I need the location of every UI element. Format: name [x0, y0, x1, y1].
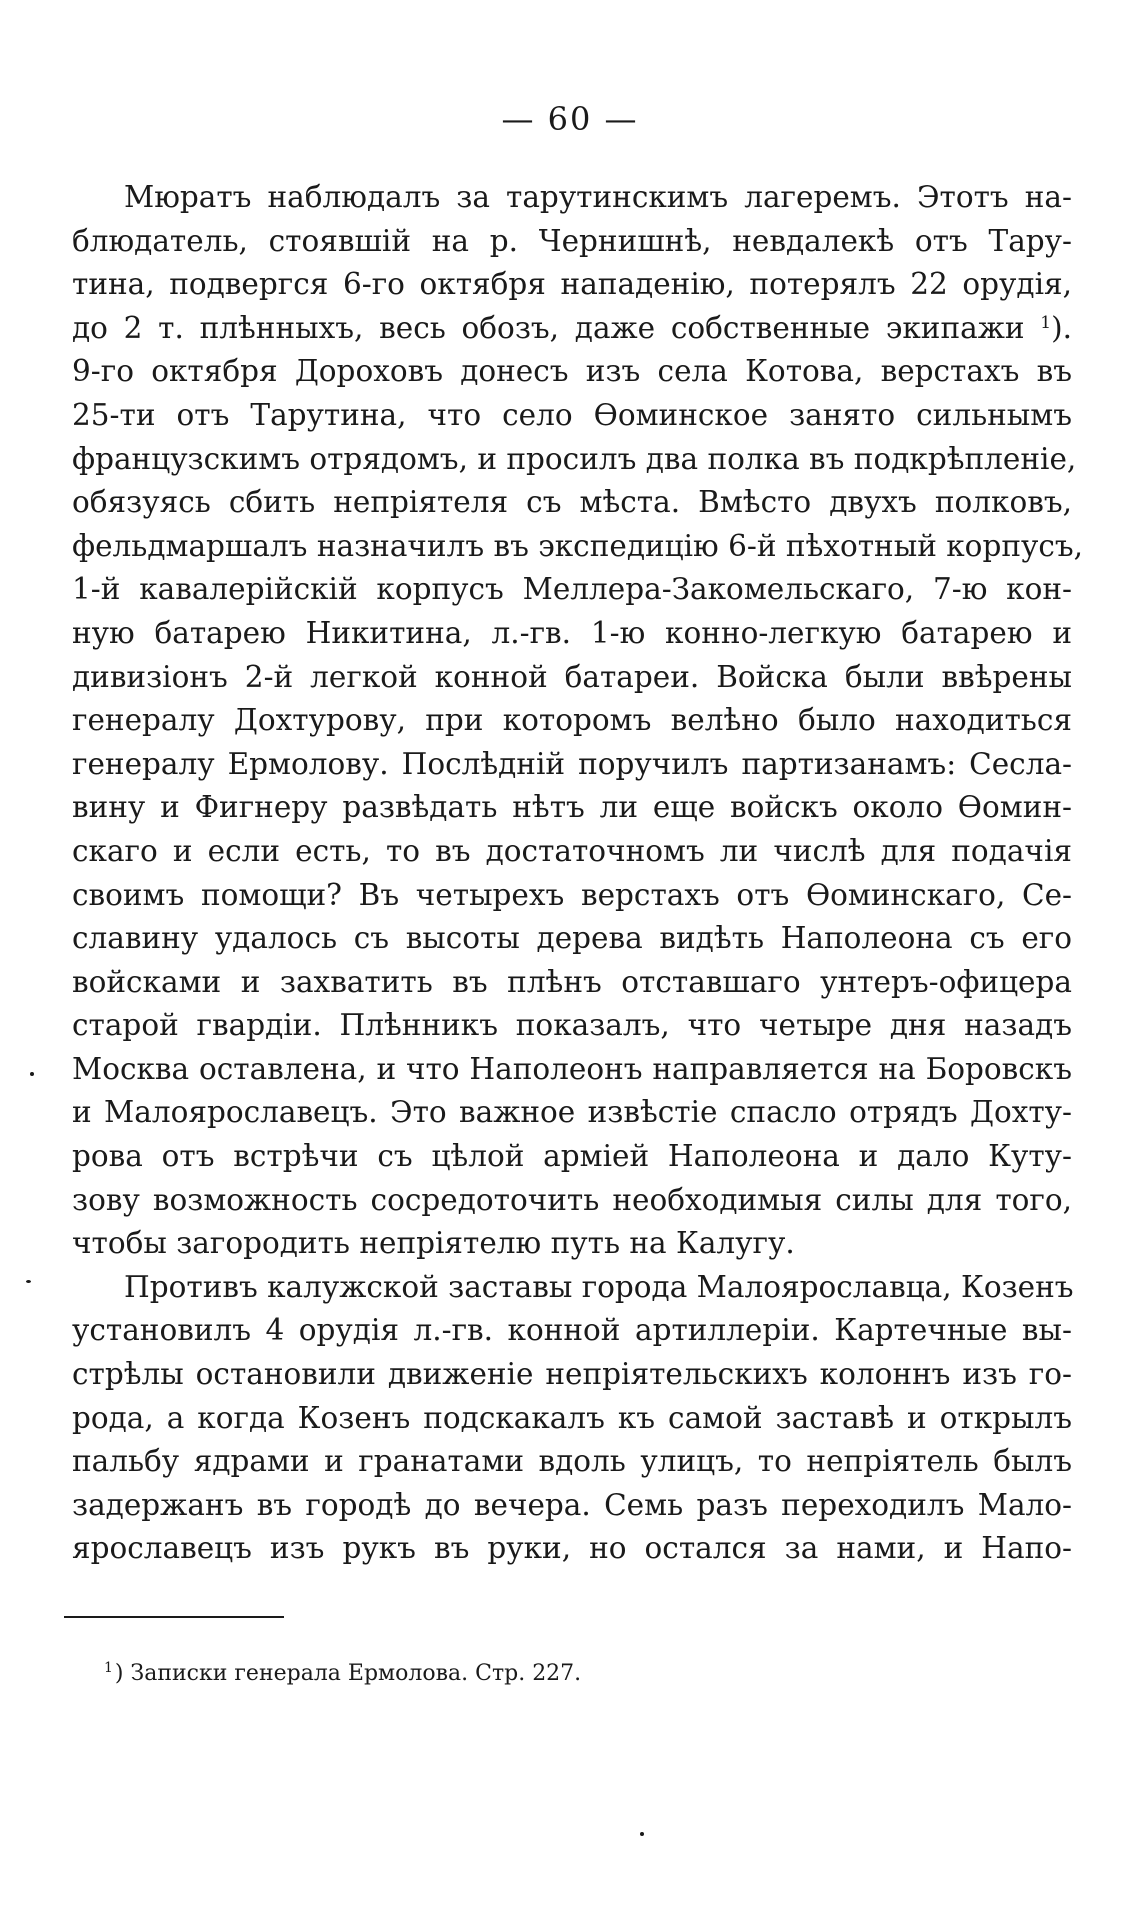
text-line: скаго и если есть, то въ достаточномъ ли числѣ для подачія [72, 833, 1072, 868]
text-line-segment: до 2 т. плѣнныхъ, весь обозъ, даже собственные экипажи [72, 310, 1025, 345]
text-line: 1-й кавалерійскій корпусъ Меллера-Закомельскаго, 7-ю кон- [72, 572, 1072, 607]
text-line: фельдмаршалъ назначилъ въ экспедицію 6-й пѣхотный корпусъ, [72, 528, 1084, 563]
text-line: стрѣлы остановили движеніе непріятельскихъ колоннъ изъ го- [72, 1357, 1072, 1392]
text-line: тина, подвергся 6-го октября нападенію, потерялъ 22 орудія, [72, 267, 1072, 302]
footnote-marker: 1 [104, 1660, 113, 1676]
text-line: и Малоярославецъ. Это важное извѣстіе спасло отрядъ Дохту- [72, 1095, 1072, 1130]
text-line: зову возможность сосредоточить необходимыя силы для того, [72, 1182, 1072, 1217]
text-line: Мюратъ наблюдалъ за тарутинскимъ лагеремъ. Этотъ на- [124, 180, 1072, 214]
text-line: старой гвардіи. Плѣнникъ показалъ, что четыре дня назадъ [72, 1008, 1072, 1043]
footnote-text: Записки генерала Ермолова. Стр. 227. [130, 1661, 582, 1686]
text-line: славину удалось съ высоты дерева видѣть Наполеона съ его [72, 921, 1072, 956]
text-line: рода, а когда Козенъ подскакалъ къ самой заставѣ и открылъ [72, 1400, 1072, 1435]
text-line: блюдатель, стоявшій на р. Чернишнѣ, невдалекѣ отъ Тару- [72, 223, 1072, 258]
text-line: дивизіонъ 2-й легкой конной батареи. Войска были ввѣрены [72, 659, 1072, 694]
body-text [72, 176, 1084, 1571]
footnote-divider [64, 1616, 284, 1618]
text-line: 9-го октября Дороховъ донесъ изъ села Котова, верстахъ въ [72, 354, 1072, 389]
scan-speck [640, 1832, 644, 1836]
text-line: рова отъ встрѣчи съ цѣлой арміей Наполеона и дало Куту- [72, 1139, 1072, 1174]
footnote-reference: 1 [1040, 312, 1052, 333]
text-line: ярославецъ изъ рукъ въ руки, но остался за нами, и Напо- [72, 1531, 1072, 1566]
text-line: войсками и захватить въ плѣнъ отставшаго унтеръ-офицера [72, 964, 1072, 999]
text-line: чтобы загородить непріятелю путь на Калугу. [72, 1226, 795, 1261]
scan-speck [26, 1280, 31, 1283]
text-line: обязуясь сбить непріятеля съ мѣста. Вмѣсто двухъ полковъ, [72, 485, 1072, 520]
footnote [104, 1660, 581, 1688]
text-line: 25-ти отъ Тарутина, что село Ѳоминское занято сильнымъ [72, 397, 1072, 432]
text-line: Москва оставлена, и что Наполеонъ направляется на Боровскъ [72, 1051, 1072, 1086]
text-line: ную батарею Никитина, л.-гв. 1-ю конно-легкую батарею и [72, 615, 1072, 650]
text-line: Противъ калужской заставы города Малоярославца, Козенъ [124, 1269, 1074, 1304]
text-line: генералу Ермолову. Послѣдній поручилъ партизанамъ: Сесла- [72, 746, 1072, 781]
scan-speck [30, 1072, 34, 1076]
text-line: задержанъ въ городѣ до вечера. Семь разъ переходилъ Мало- [72, 1487, 1072, 1522]
text-line-with-footnote-ref [72, 307, 1072, 351]
text-line: пальбу ядрами и гранатами вдоль улицъ, то непріятель былъ [72, 1444, 1072, 1479]
page-number: — 60 — [501, 100, 639, 138]
text-line: своимъ помощи? Въ четырехъ верстахъ отъ Ѳоминскаго, Се- [72, 877, 1072, 912]
text-line: вину и Фигнеру развѣдать нѣтъ ли еще войскъ около Ѳомин- [72, 790, 1072, 825]
text-line: установилъ 4 орудія л.-гв. конной артиллеріи. Картечные вы- [72, 1313, 1072, 1348]
text-line: французскимъ отрядомъ, и просилъ два полка въ подкрѣпленіе, [72, 441, 1077, 476]
footnote-marker-tail: ) [114, 1661, 124, 1686]
text-line: генералу Дохтурову, при которомъ велѣно было находиться [72, 703, 1072, 738]
footnote-reference-tail: ). [1051, 310, 1072, 345]
